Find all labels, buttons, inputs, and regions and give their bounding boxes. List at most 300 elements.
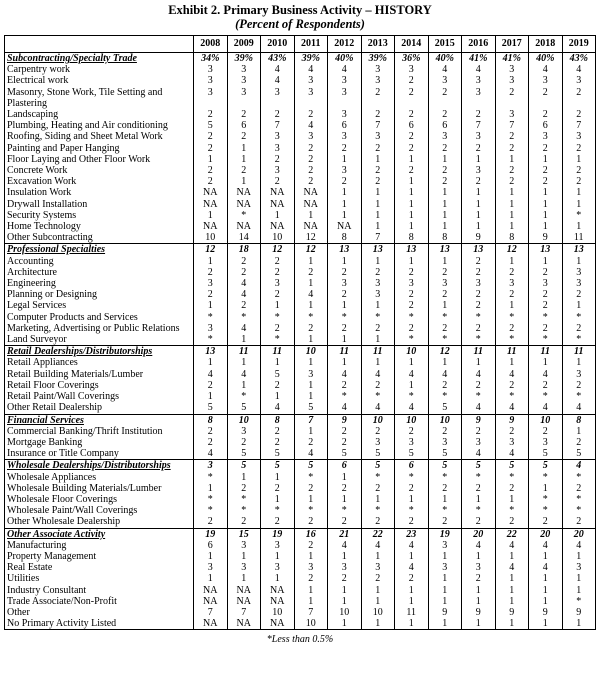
value-cell: 5	[529, 448, 563, 460]
row-label: Other Retail Dealership	[5, 402, 194, 414]
value-cell: 3	[562, 278, 596, 289]
row-label: Computer Products and Services	[5, 312, 194, 323]
value-cell: 1	[395, 380, 429, 391]
table-header-row	[5, 36, 596, 53]
table-row	[5, 131, 596, 142]
value-cell: NA	[194, 596, 228, 607]
value-cell: 34%	[194, 53, 228, 65]
value-cell: *	[529, 312, 563, 323]
value-cell: 1	[495, 618, 529, 630]
value-cell: 2	[194, 289, 228, 300]
value-cell: 2	[361, 516, 395, 528]
value-cell: 4	[529, 64, 563, 75]
value-cell: 7	[227, 607, 261, 618]
value-cell: *	[495, 472, 529, 483]
value-cell: 1	[428, 199, 462, 210]
value-cell: *	[294, 505, 328, 516]
value-cell: *	[395, 334, 429, 346]
value-cell: 1	[529, 618, 563, 630]
value-cell: *	[529, 494, 563, 505]
value-cell: 3	[428, 75, 462, 86]
value-cell: *	[194, 334, 228, 346]
value-cell: 3	[261, 165, 295, 176]
value-cell: 13	[328, 244, 362, 256]
value-cell: 7	[194, 607, 228, 618]
row-label: Home Technology	[5, 221, 194, 232]
value-cell: 1	[395, 551, 429, 562]
value-cell	[529, 98, 563, 109]
value-cell: 8	[428, 232, 462, 244]
value-cell: 2	[194, 426, 228, 437]
value-cell: 8	[328, 232, 362, 244]
value-cell: 1	[227, 380, 261, 391]
value-cell: 18	[227, 244, 261, 256]
value-cell: 1	[361, 618, 395, 630]
value-cell: 2	[495, 516, 529, 528]
value-cell: 1	[361, 210, 395, 221]
row-label: Concrete Work	[5, 165, 194, 176]
value-cell: 12	[294, 244, 328, 256]
value-cell: 2	[462, 426, 496, 437]
value-cell: 20	[462, 528, 496, 540]
value-cell: 2	[261, 323, 295, 334]
value-cell: 19	[428, 528, 462, 540]
value-cell: 5	[395, 448, 429, 460]
value-cell: 1	[462, 618, 496, 630]
value-cell: 2	[294, 437, 328, 448]
value-cell: 16	[294, 528, 328, 540]
value-cell: 3	[227, 75, 261, 86]
table-row	[5, 75, 596, 86]
value-cell: 1	[395, 154, 429, 165]
value-cell: *	[395, 312, 429, 323]
row-label: Security Systems	[5, 210, 194, 221]
value-cell: 1	[294, 334, 328, 346]
value-cell: 2	[428, 380, 462, 391]
value-cell: 1	[529, 199, 563, 210]
value-cell: 1	[395, 199, 429, 210]
value-cell: *	[428, 472, 462, 483]
value-cell: *	[395, 472, 429, 483]
row-label: Retail Building Materials/Lumber	[5, 369, 194, 380]
value-cell: 3	[194, 278, 228, 289]
value-cell: 3	[261, 131, 295, 142]
value-cell: 1	[462, 187, 496, 198]
value-cell: 2	[261, 154, 295, 165]
value-cell: 3	[261, 278, 295, 289]
value-cell: 2	[495, 380, 529, 391]
value-cell: *	[562, 494, 596, 505]
value-cell: 1	[462, 199, 496, 210]
value-cell: 2	[529, 289, 563, 300]
table-row	[5, 165, 596, 176]
value-cell: *	[194, 505, 228, 516]
value-cell: 4	[529, 540, 563, 551]
value-cell: 3	[462, 278, 496, 289]
value-cell: 4	[462, 448, 496, 460]
value-cell: 1	[328, 551, 362, 562]
table-row	[5, 300, 596, 311]
value-cell: 2	[227, 165, 261, 176]
value-cell	[227, 98, 261, 109]
value-cell: 2	[428, 109, 462, 120]
value-cell: NA	[328, 221, 362, 232]
value-cell: 7	[361, 232, 395, 244]
value-cell	[428, 98, 462, 109]
value-cell: *	[361, 312, 395, 323]
value-cell: 1	[294, 596, 328, 607]
value-cell: 1	[495, 300, 529, 311]
value-cell: 13	[395, 244, 429, 256]
value-cell: 1	[194, 391, 228, 402]
value-cell: 1	[562, 426, 596, 437]
value-cell: 1	[462, 221, 496, 232]
table-row	[5, 437, 596, 448]
table-row	[5, 64, 596, 75]
value-cell: 1	[428, 154, 462, 165]
value-cell: 1	[294, 210, 328, 221]
value-cell: 13	[462, 244, 496, 256]
value-cell: 2	[529, 300, 563, 311]
value-cell: 1	[462, 210, 496, 221]
value-cell: 1	[294, 426, 328, 437]
value-cell: 4	[495, 402, 529, 414]
value-cell: 2	[395, 87, 429, 98]
value-cell: 3	[261, 87, 295, 98]
value-cell: 3	[361, 289, 395, 300]
value-cell: *	[428, 312, 462, 323]
value-cell: 4	[529, 402, 563, 414]
value-cell: 2	[328, 483, 362, 494]
value-cell: 1	[294, 585, 328, 596]
value-cell: 4	[294, 448, 328, 460]
value-cell: 2	[428, 483, 462, 494]
value-cell: 3	[361, 75, 395, 86]
value-cell: 1	[294, 278, 328, 289]
value-cell: 2	[395, 483, 429, 494]
value-cell: 3	[462, 437, 496, 448]
row-label: Masonry, Stone Work, Tile Setting and	[5, 87, 194, 98]
value-cell: 1	[428, 210, 462, 221]
value-cell: 6	[395, 460, 429, 472]
table-row	[5, 391, 596, 402]
value-cell: 1	[395, 210, 429, 221]
value-cell: 3	[462, 131, 496, 142]
value-cell: 2	[562, 143, 596, 154]
table-row	[5, 516, 596, 528]
value-cell: 12	[194, 244, 228, 256]
value-cell: 5	[194, 120, 228, 131]
value-cell: 1	[395, 494, 429, 505]
value-cell: 8	[261, 414, 295, 426]
table-row	[5, 369, 596, 380]
value-cell: 2	[495, 87, 529, 98]
value-cell: 2	[562, 109, 596, 120]
value-cell: 11	[261, 346, 295, 358]
value-cell: 2	[361, 109, 395, 120]
value-cell	[395, 98, 429, 109]
row-label: Land Surveyor	[5, 334, 194, 346]
value-cell: 3	[194, 323, 228, 334]
value-cell: 2	[562, 516, 596, 528]
value-cell: NA	[227, 596, 261, 607]
value-cell: 1	[462, 596, 496, 607]
value-cell: 5	[294, 402, 328, 414]
value-cell: 3	[328, 562, 362, 573]
value-cell: 3	[294, 369, 328, 380]
exhibit-title: Exhibit 2. Primary Business Activity – HISTORY	[168, 3, 432, 17]
value-cell: 1	[529, 483, 563, 494]
value-cell: *	[495, 334, 529, 346]
value-cell: *	[462, 472, 496, 483]
value-cell	[261, 98, 295, 109]
value-cell: 39%	[227, 53, 261, 65]
value-cell: 1	[328, 596, 362, 607]
value-cell: 9	[495, 414, 529, 426]
value-cell: 9	[462, 232, 496, 244]
value-cell: 3	[495, 278, 529, 289]
value-cell: 1	[361, 199, 395, 210]
value-cell: 4	[395, 540, 429, 551]
value-cell: 1	[294, 357, 328, 368]
table-row	[5, 323, 596, 334]
value-cell: 2	[395, 267, 429, 278]
table-row	[5, 109, 596, 120]
value-cell: 2	[294, 323, 328, 334]
value-cell: 8	[395, 232, 429, 244]
value-cell: 2	[529, 426, 563, 437]
value-cell: 4	[495, 562, 529, 573]
value-cell: 2	[261, 176, 295, 187]
value-cell: 1	[194, 357, 228, 368]
value-cell	[328, 98, 362, 109]
value-cell: 1	[361, 334, 395, 346]
value-cell: 3	[462, 75, 496, 86]
value-cell: NA	[227, 618, 261, 630]
value-cell: 20	[562, 528, 596, 540]
value-cell: 1	[428, 357, 462, 368]
value-cell: *	[194, 494, 228, 505]
value-cell: 1	[529, 585, 563, 596]
value-cell: 1	[428, 618, 462, 630]
value-cell: 2	[428, 176, 462, 187]
value-cell: 7	[361, 120, 395, 131]
value-cell: 3	[361, 64, 395, 75]
value-cell: 2	[529, 267, 563, 278]
value-cell: 4	[261, 64, 295, 75]
value-cell: 12	[428, 346, 462, 358]
value-cell: 2	[361, 573, 395, 584]
value-cell: 2	[428, 87, 462, 98]
value-cell: 2	[194, 516, 228, 528]
value-cell: 3	[395, 278, 429, 289]
value-cell: 22	[361, 528, 395, 540]
row-label: Insulation Work	[5, 187, 194, 198]
value-cell: 10	[261, 232, 295, 244]
value-cell: 1	[361, 596, 395, 607]
value-cell: *	[294, 472, 328, 483]
value-cell: 19	[261, 528, 295, 540]
value-cell: 3	[328, 87, 362, 98]
value-cell: 2	[194, 131, 228, 142]
value-cell: 2	[428, 267, 462, 278]
value-cell: 6	[428, 120, 462, 131]
value-cell: 1	[361, 494, 395, 505]
value-cell: 3	[562, 369, 596, 380]
section-label: Subcontracting/Specialty Trade	[5, 53, 194, 65]
value-cell: 10	[227, 414, 261, 426]
value-cell: 4	[562, 540, 596, 551]
value-cell: 2	[227, 131, 261, 142]
value-cell: 3	[194, 75, 228, 86]
value-cell: 1	[395, 585, 429, 596]
section-label: Financial Services	[5, 414, 194, 426]
value-cell: 2	[194, 165, 228, 176]
value-cell: 19	[194, 528, 228, 540]
value-cell: 2	[294, 540, 328, 551]
value-cell: 3	[261, 562, 295, 573]
value-cell: 9	[529, 607, 563, 618]
value-cell: 4	[328, 369, 362, 380]
table-row	[5, 98, 596, 109]
value-cell: 4	[361, 369, 395, 380]
value-cell: 22	[495, 528, 529, 540]
value-cell: 6	[395, 120, 429, 131]
year-header: 2012	[328, 36, 362, 53]
value-cell: 36%	[395, 53, 429, 65]
value-cell: 1	[395, 618, 429, 630]
value-cell: 2	[194, 143, 228, 154]
value-cell: 1	[495, 357, 529, 368]
value-cell: 1	[562, 551, 596, 562]
value-cell: 2	[328, 176, 362, 187]
table-row	[5, 448, 596, 460]
value-cell: 3	[562, 267, 596, 278]
value-cell: 1	[562, 357, 596, 368]
value-cell: *	[194, 312, 228, 323]
value-cell: 3	[194, 64, 228, 75]
value-cell: *	[562, 210, 596, 221]
value-cell: 2	[261, 437, 295, 448]
row-label: Architecture	[5, 267, 194, 278]
value-cell: 1	[428, 187, 462, 198]
row-label: Retail Floor Coverings	[5, 380, 194, 391]
value-cell: 2	[462, 300, 496, 311]
value-cell: 2	[261, 426, 295, 437]
value-cell: 10	[395, 414, 429, 426]
value-cell: 2	[395, 109, 429, 120]
value-cell: 2	[294, 516, 328, 528]
value-cell: 10	[428, 414, 462, 426]
value-cell: 2	[562, 176, 596, 187]
value-cell: 15	[227, 528, 261, 540]
value-cell: 2	[328, 289, 362, 300]
value-cell: 4	[462, 369, 496, 380]
value-cell: NA	[227, 187, 261, 198]
value-cell: *	[261, 334, 295, 346]
value-cell: 1	[495, 154, 529, 165]
value-cell: 11	[361, 346, 395, 358]
value-cell: 2	[562, 87, 596, 98]
section-label: Other Associate Activity	[5, 528, 194, 540]
value-cell: NA	[261, 199, 295, 210]
value-cell: 2	[495, 323, 529, 334]
value-cell: 11	[328, 346, 362, 358]
row-label: Industry Consultant	[5, 585, 194, 596]
table-row	[5, 278, 596, 289]
value-cell: 3	[529, 437, 563, 448]
value-cell: 4	[227, 289, 261, 300]
value-cell: 8	[562, 414, 596, 426]
value-cell: 4	[462, 402, 496, 414]
value-cell: 1	[261, 494, 295, 505]
value-cell: 1	[227, 176, 261, 187]
value-cell: 2	[428, 165, 462, 176]
row-label: Wholesale Floor Coverings	[5, 494, 194, 505]
value-cell: 5	[261, 369, 295, 380]
value-cell: 1	[261, 300, 295, 311]
value-cell: 1	[562, 573, 596, 584]
table-row	[5, 176, 596, 187]
table-row	[5, 585, 596, 596]
value-cell: 2	[529, 516, 563, 528]
value-cell: 3	[361, 278, 395, 289]
value-cell: 3	[227, 562, 261, 573]
value-cell: 2	[562, 289, 596, 300]
value-cell: 2	[395, 300, 429, 311]
value-cell: 1	[194, 154, 228, 165]
value-cell: 1	[361, 221, 395, 232]
value-cell: 13	[562, 244, 596, 256]
value-cell: NA	[294, 187, 328, 198]
row-label: Trade Associate/Non-Profit	[5, 596, 194, 607]
value-cell: 7	[294, 414, 328, 426]
value-cell: 4	[428, 64, 462, 75]
value-cell: 39%	[294, 53, 328, 65]
table-row	[5, 199, 596, 210]
table-row	[5, 232, 596, 244]
value-cell: 3	[428, 131, 462, 142]
value-cell: 2	[328, 573, 362, 584]
value-cell: 1	[562, 618, 596, 630]
value-cell: 9	[495, 607, 529, 618]
value-cell: 3	[328, 278, 362, 289]
value-cell: 3	[529, 75, 563, 86]
value-cell: 1	[395, 176, 429, 187]
value-cell: 4	[361, 540, 395, 551]
value-cell: 2	[194, 109, 228, 120]
value-cell: 9	[462, 607, 496, 618]
value-cell: 2	[361, 87, 395, 98]
value-cell: 2	[462, 267, 496, 278]
value-cell: *	[227, 494, 261, 505]
value-cell: 3	[194, 562, 228, 573]
row-label: Legal Services	[5, 300, 194, 311]
value-cell: 2	[261, 267, 295, 278]
row-label: Plastering	[5, 98, 194, 109]
table-row	[5, 607, 596, 618]
value-cell: 2	[227, 267, 261, 278]
value-cell: 1	[495, 256, 529, 267]
value-cell: 1	[328, 154, 362, 165]
value-cell: 2	[328, 143, 362, 154]
value-cell: 3	[194, 87, 228, 98]
value-cell: *	[361, 472, 395, 483]
value-cell: 3	[428, 562, 462, 573]
row-label: Real Estate	[5, 562, 194, 573]
value-cell: 43%	[261, 53, 295, 65]
value-cell: 1	[227, 334, 261, 346]
